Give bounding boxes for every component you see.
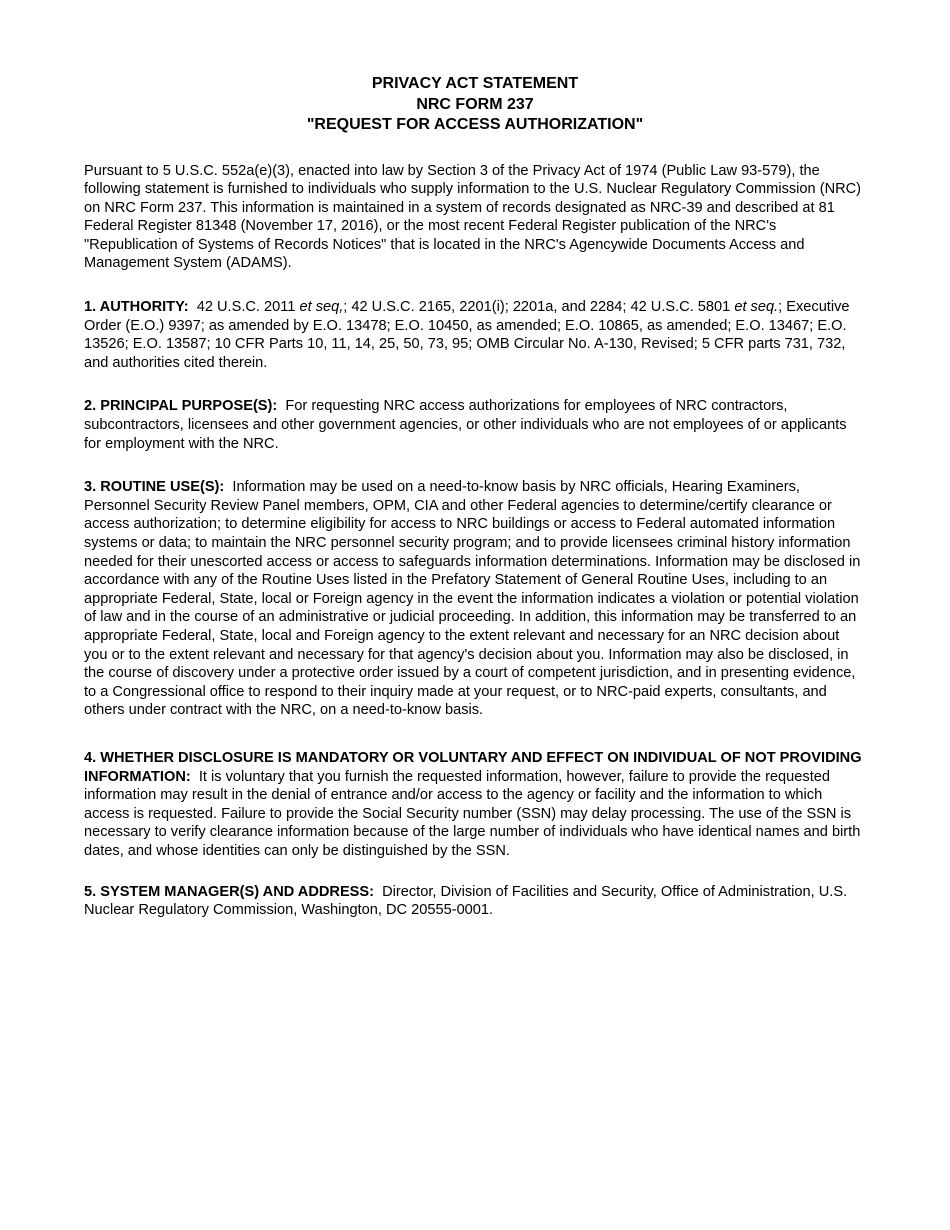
disclosure-heading: 4. WHETHER DISCLOSURE IS MANDATORY OR VOLUNTARY AND EFFECT ON INDIVIDUAL OF NOT PROVIDING INFORMATION: — [84, 749, 862, 785]
authority-et-seq-1: et seq, — [299, 299, 344, 316]
authority-section — [84, 298, 866, 372]
authority-heading: 1. AUTHORITY: — [84, 299, 189, 316]
intro-paragraph: Pursuant to 5 U.S.C. 552a(e)(3), enacted into law by Section 3 of the Privacy Act of 1974 (Public Law 93-579), the following statement is furnished to individuals who supply information to the U.S. Nuclear Regulatory Commission (NRC) on NRC Form 237. This information is maintained in a system of records designated as NRC-39 and described at 81 Federal Register 81348 (November 17, 2016), or the most recent Federal Register publication of the NRC's "Republication of Systems of Records Notices" that is located in the NRC's Agencywide Documents Access and Management System (ADAMS). — [84, 162, 862, 272]
document-title — [84, 74, 866, 136]
purpose-text: For requesting NRC access authorizations for employees of NRC contractors, subcontractors, licensees and other government agencies, or other individuals who are not employees of or applicants for employment with the NRC. — [84, 398, 847, 452]
document-page — [84, 74, 866, 945]
routine-uses-section — [84, 478, 866, 720]
title-line-1: PRIVACY ACT STATEMENT — [371, 75, 579, 92]
title-line-2: NRC FORM 237 — [416, 95, 534, 113]
authority-text-1: 42 U.S.C. 2011 — [196, 299, 300, 316]
purpose-heading: 2. PRINCIPAL PURPOSE(S): — [84, 398, 278, 415]
system-manager-heading: 5. SYSTEM MANAGER(S) AND ADDRESS: — [84, 883, 375, 900]
disclosure-text: It is voluntary that you furnish the requested information, however, failure to provide the requested information may result in the denial of entrance and/or access to the agency or facility and the information to which access is requested. Failure to provide the Social Security number (SSN) may delay processing. The use of the SSN is necessary to verify clearance information because of the large number of individuals who have identical names and birth dates, and whose identities can only be distinguished by the SSN. — [84, 768, 861, 859]
system-manager-text: Director, Division of Facilities and Security, Office of Administration, U.S. Nuclear Regulatory Commission, Washington, DC 20555-0001. — [84, 883, 848, 919]
purpose-section — [84, 397, 866, 453]
routine-uses-text: Information may be used on a need-to-know basis by NRC officials, Hearing Examiners, Personnel Security Review Panel members, OPM, CIA and other Federal agencies to determine/certify clearance or access authorization; to determine eligibility for access to NRC buildings or access to Federal automated information systems or data; to maintain the NRC personnel security program; and to provide licensees criminal history information needed for their unescorted access or access to safeguards information determinations. Information may be disclosed in accordance with any of the Routine Uses listed in the Prefatory Statement of General Routine Uses, including to an appropriate Federal, State, local or Foreign agency in the event the information indicates a violation or potential violation of law and in the course of an administrative or judicial proceeding. In addition, this information may be transferred to an appropriate Federal, State, local and Foreign agency to the extent relevant and necessary for an NRC decision about you or to the extent relevant and necessary for that agency's decision about you. Information may also be disclosed, in the course of discovery under a protective order issued by a court of competent jurisdiction, and in presenting evidence, to a Congressional office to respond to their inquiry made at your request, or to NRC-paid experts, consultants, and others under contract with the NRC, on a need-to-know basis. — [84, 479, 861, 719]
system-manager-section — [84, 883, 866, 920]
authority-text-3: ; Executive Order (E.O.) 9397; as amended by E.O. 13478; E.O. 10450, as amended; E.O. 10865, as amended; E.O. 13467; E.O. 13526; E.O. 13587; 10 CFR Parts 10, 11, 14, 25, 50, 73, 95; OMB Circular No. A-130, Revised; 5 CFR parts 731, 732, and authorities cited therein. — [84, 299, 850, 371]
authority-et-seq-2: et seq. — [734, 299, 779, 316]
title-line-3: "REQUEST FOR ACCESS AUTHORIZATION" — [306, 116, 644, 133]
routine-uses-heading: 3. ROUTINE USE(S): — [84, 479, 225, 496]
authority-text-2: ; 42 U.S.C. 2165, 2201(i); 2201a, and 2284; 42 U.S.C. 5801 — [343, 299, 735, 316]
disclosure-section — [84, 749, 866, 861]
